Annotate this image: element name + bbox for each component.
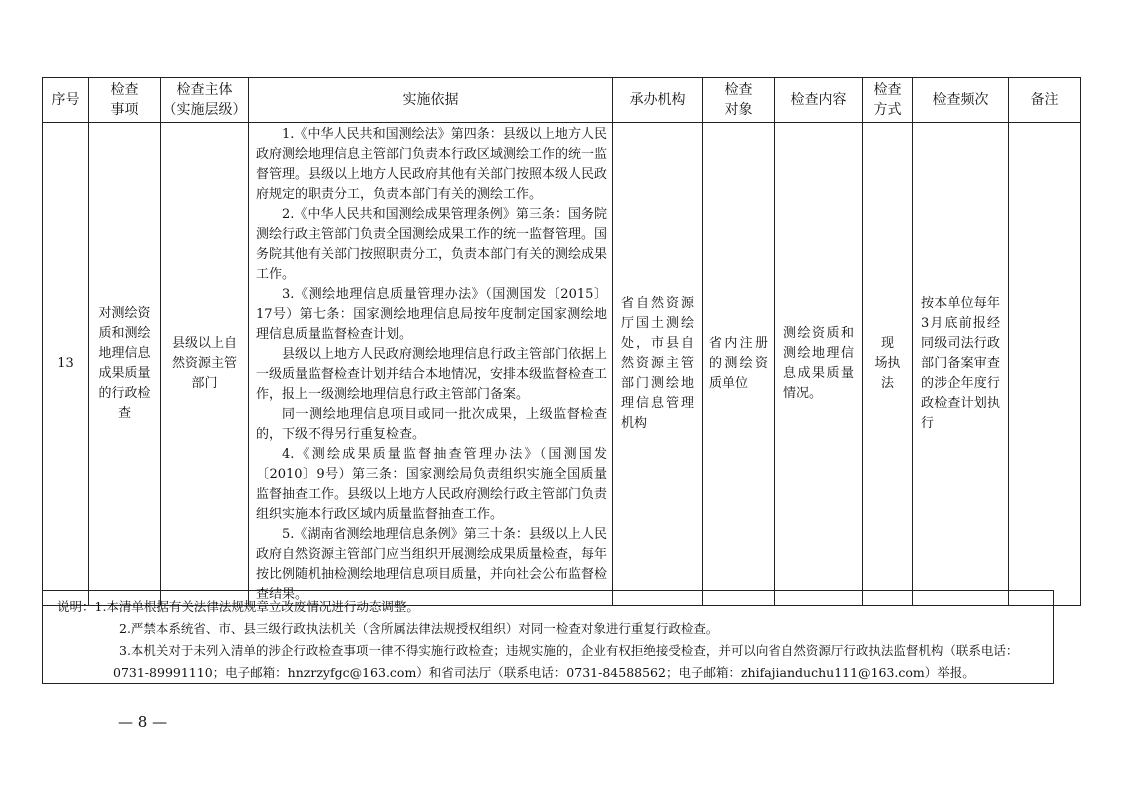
header-object-text: 检查 对象 bbox=[724, 82, 753, 118]
cell-content bbox=[775, 123, 863, 606]
header-item bbox=[89, 78, 161, 123]
cell-content-text: 测绘资质和测绘地理信息成果质量情况。 bbox=[783, 326, 854, 401]
header-subject-text: 检查主体 （实施层级） bbox=[162, 82, 247, 118]
cell-remarks bbox=[1009, 123, 1081, 606]
header-item-text: 检查 事项 bbox=[110, 82, 139, 118]
note-line: 3.本机关对于未列入清单的涉企行政检查事项一律不得实施行政检查；违规实施的，企业有权拒绝接受检查，并可以向省自然资源厅行政执法监督机构（联系电话： bbox=[119, 643, 1019, 658]
page-number: — 8 — bbox=[118, 713, 168, 731]
cell-seq: 13 bbox=[43, 123, 89, 606]
header-method-text: 检查 方式 bbox=[873, 82, 902, 118]
notes-box bbox=[42, 590, 1054, 684]
cell-item bbox=[89, 123, 161, 606]
basis-paragraph: 5.《湖南省测绘地理信息条例》第三十条：县级以上人民政府自然资源主管部门应当组织开展测绘成果质量检查，每年按比例随机抽检测绘地理信息项目质量，并向社会公布监督检查结果。 bbox=[256, 527, 608, 602]
cell-object bbox=[703, 123, 775, 606]
basis-paragraph: 3.《测绘地理信息质量管理办法》（国测国发〔2015〕17号）第七条：国家测绘地理信息局按年度制定国家测绘地理信息质量监督检查计划。 bbox=[256, 287, 607, 342]
basis-paragraph: 1.《中华人民共和国测绘法》第四条：县级以上地方人民政府测绘地理信息主管部门负责本行政区域测绘工作的统一监督管理。县级以上地方人民政府其他有关部门按照本级人民政府规定的职责分工，负责本部门有关的测绘工作。 bbox=[256, 127, 608, 202]
cell-method-text: 现 场执法 bbox=[874, 336, 908, 391]
table-row bbox=[43, 123, 1081, 606]
header-seq: 序号 bbox=[43, 78, 89, 123]
note-line: 2.严禁本系统省、市、县三级行政执法机关（含所属法律法规授权组织）对同一检查对象进行重复行政检查。 bbox=[119, 621, 719, 636]
cell-subject-text: 县级以上自然资源主管部门 bbox=[171, 336, 237, 391]
cell-basis bbox=[249, 123, 613, 606]
basis-paragraph: 同一测绘地理信息项目或同一批次成果，上级监督检查的，下级不得另行重复检查。 bbox=[256, 407, 607, 442]
inspection-table bbox=[42, 77, 1081, 606]
cell-object-text: 省内注册的测绘资质单位 bbox=[709, 336, 768, 391]
cell-subject bbox=[161, 123, 249, 606]
header-remarks: 备注 bbox=[1009, 78, 1081, 123]
header-subject bbox=[161, 78, 249, 123]
basis-paragraph: 4.《测绘成果质量监督抽查管理办法》（国测国发〔2010〕9号）第三条：国家测绘局负责组织实施全国质量监督抽查工作。县级以上地方人民政府测绘行政主管部门负责组织实施本行政区域内质量监督抽查工作。 bbox=[256, 447, 608, 522]
header-agency: 承办机构 bbox=[613, 78, 703, 123]
header-content: 检查内容 bbox=[775, 78, 863, 123]
cell-method bbox=[863, 123, 913, 606]
cell-item-text: 对测绘资质和测绘地理信息成果质量的行政检查 bbox=[98, 306, 151, 421]
header-basis: 实施依据 bbox=[249, 78, 613, 123]
basis-paragraph: 2.《中华人民共和国测绘成果管理条例》第三条：国务院测绘行政主管部门负责全国测绘成果工作的统一监督管理。国务院其他有关部门按照职责分工，负责本部门有关的测绘成果工作。 bbox=[256, 207, 608, 282]
cell-frequency-text: 按本单位每年3月底前报经同级司法行政部门备案审查的涉企年度行政检查计划执行 bbox=[921, 296, 1000, 431]
cell-agency bbox=[613, 123, 703, 606]
table-header-row bbox=[43, 78, 1081, 123]
note-line: 0731-89991110；电子邮箱：hnzrzyfgc@163.com）和省司法厅（联系电话：0731-84588562；电子邮箱：zhifajianduchu111@163.com）举报。 bbox=[113, 665, 975, 680]
header-object bbox=[703, 78, 775, 123]
note-line: 说明：1.本清单根据有关法律法规规章立改废情况进行动态调整。 bbox=[57, 599, 419, 614]
basis-paragraph: 县级以上地方人民政府测绘地理信息行政主管部门依据上一级质量监督检查计划并结合本地情况，安排本级监督检查工作，报上一级测绘地理信息行政主管部门备案。 bbox=[256, 347, 608, 402]
cell-frequency bbox=[913, 123, 1009, 606]
header-frequency: 检查频次 bbox=[913, 78, 1009, 123]
cell-agency-text: 省自然资源厅国土测绘处，市县自然资源主管部门测绘地理信息管理机构 bbox=[621, 296, 694, 431]
header-method bbox=[863, 78, 913, 123]
